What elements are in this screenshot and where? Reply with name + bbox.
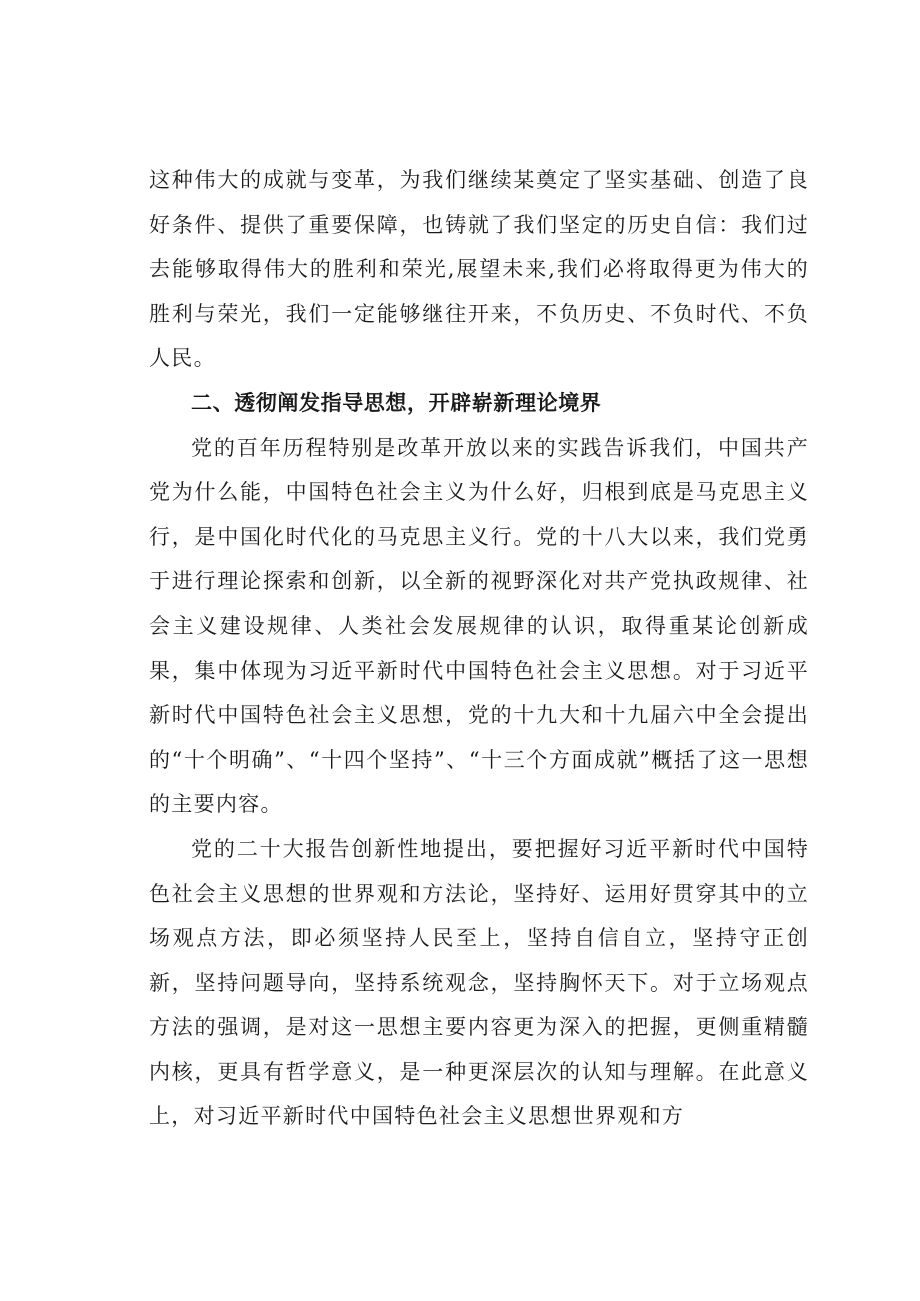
paragraph-methodology: 党的二十大报告创新性地提出，要把握好习近平新时代中国特色社会主义思想的世界观和方法论，坚持好、运用好贯穿其中的立场观点方法，即必须坚持人民至上，坚持自信自立，坚持守正创新，坚持问题导向，坚持系统观念，坚持胸怀天下。对于立场观点方法的强调，是对这一思想主要内容更为深入的把握，更侧重精髓内核，更具有哲学意义，是一种更深层次的认知与理解。在此意义上，对习近平新时代中国特色社会主义思想世界观和方 [149,836,809,1129]
section-heading: 二、透彻阐发指导思想，开辟崭新理论境界 [191,390,602,415]
paragraph-continuation: 这种伟大的成就与变革，为我们继续某奠定了坚实基础、创造了良好条件、提供了重要保障，也铸就了我们坚定的历史自信：我们过去能够取得伟大的胜利和荣光,展望未来,我们必将取得更为伟大的胜利与荣光，我们一定能够继往开来，不负历史、不负时代、不负人民。 [149,168,809,371]
paragraph-theory: 党的百年历程特别是改革开放以来的实践告诉我们，中国共产党为什么能，中国特色社会主义为什么好，归根到底是马克思主义行，是中国化时代化的马克思主义行。党的十八大以来，我们党勇于进行理论探索和创新，以全新的视野深化对共产党执政规律、社会主义建设规律、人类社会发展规律的认识，取得重某论创新成果，集中体现为习近平新时代中国特色社会主义思想。对于习近平新时代中国特色社会主义思想，党的十九大和十九届六中全会提出的“十个明确”、“十四个坚持”、“十三个方面成就”概括了这一思想的主要内容。 [149,435,809,817]
document-body [149,158,809,1139]
